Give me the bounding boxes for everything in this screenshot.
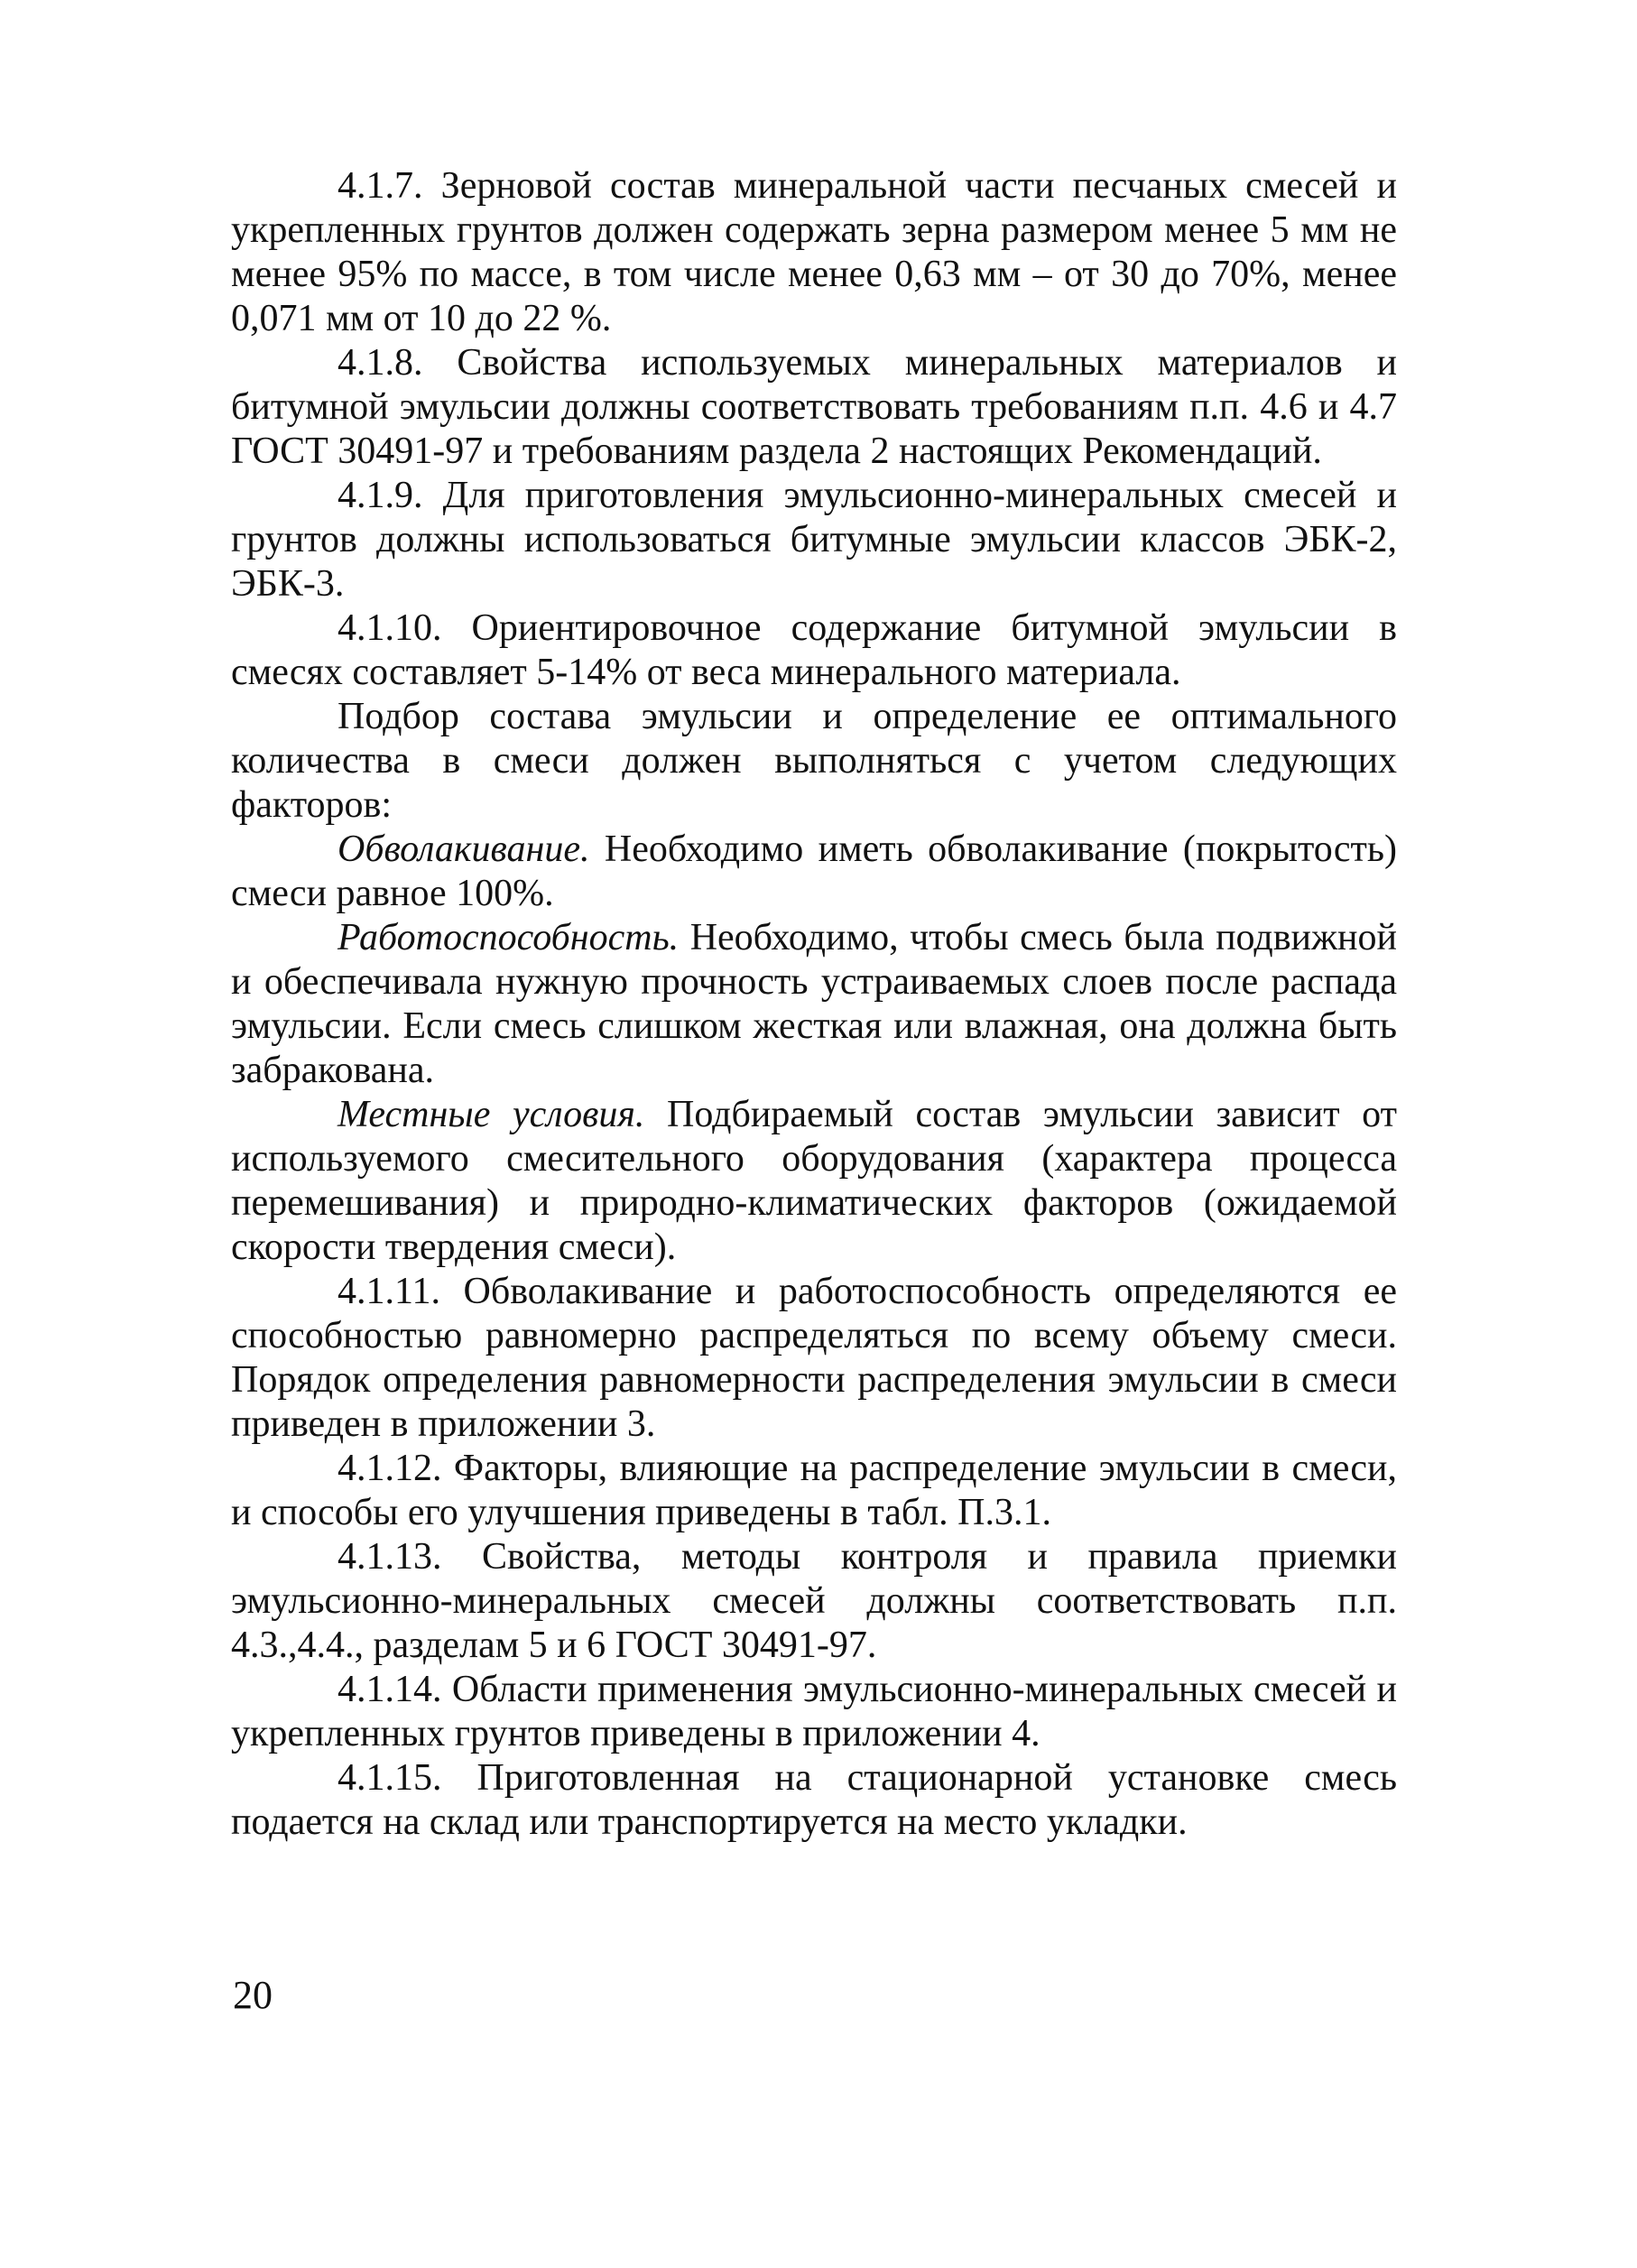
workability-text: Необходимо, чтобы смесь была подвижной и обеспечивала нужную прочность устраиваемых слоев после распада эмульсии. Если смесь слишком жесткая или влажная, она должна быть забракована. [231,917,1397,1091]
term-workability: Работоспособность. [338,917,680,958]
paragraph-4-1-13: 4.1.13. Свойства, методы контроля и правила приемки эмульсионно-минеральных смесей должны соответствовать п.п. 4.3.,4.4., разделам 5 и 6 ГОСТ 30491-97. [231,1536,1397,1666]
paragraph-4-1-7: 4.1.7. Зерновой состав минеральной части песчаных смесей и укрепленных грунтов должен содержать зерна размером менее 5 мм не менее 95% по массе, в том числе менее 0,63 мм – от 30 до 70%, менее 0,071 мм от 10 до 22 %. [231,165,1397,339]
page-number: 20 [233,1973,273,2017]
paragraph-4-1-9: 4.1.9. Для приготовления эмульсионно-минеральных смесей и грунтов должны использоваться битумные эмульсии классов ЭБК-2, ЭБК-3. [231,475,1397,605]
term-local-conditions: Местные условия. [338,1094,645,1135]
paragraph-4-1-15: 4.1.15. Приготовленная на стационарной установке смесь подается на склад или транспортируется на место укладки. [231,1757,1397,1843]
paragraph-4-1-14: 4.1.14. Области применения эмульсионно-минеральных смесей и укрепленных грунтов приведены в приложении 4. [231,1669,1397,1754]
coating-text: Необходимо иметь обволакивание (покрытость) смеси равное 100%. [231,829,1397,914]
paragraph-4-1-12: 4.1.12. Факторы, влияющие на распределение эмульсии в смеси, и способы его улучшения приведены в табл. П.3.1. [231,1448,1397,1533]
paragraph-4-1-10: 4.1.10. Ориентировочное содержание битумной эмульсии в смесях составляет 5-14% от веса минерального материала. [231,607,1397,693]
paragraph-workability [231,916,1397,1093]
paragraph-local-conditions [231,1093,1397,1270]
paragraph-selection-factors: Подбор состава эмульсии и определение ее оптимального количества в смеси должен выполняться с учетом следующих факторов: [231,696,1397,826]
body-text [231,164,1397,1845]
local-conditions-text: Подбираемый состав эмульсии зависит от используемого смесительного оборудования (характера процесса перемешивания) и природно-климатических факторов (ожидаемой скорости твердения смеси). [231,1094,1397,1268]
paragraph-4-1-11: 4.1.11. Обволакивание и работоспособность определяются ее способностью равномерно распределяться по всему объему смеси. Порядок определения равномерности распределения эмульсии в смеси приведен в приложении 3. [231,1271,1397,1445]
paragraph-coating [231,828,1397,916]
term-coating: Обволакивание. [338,829,590,870]
paragraph-4-1-8: 4.1.8. Свойства используемых минеральных материалов и битумной эмульсии должны соответствовать требованиям п.п. 4.6 и 4.7 ГОСТ 30491-97 и требованиям раздела 2 настоящих Рекомендаций. [231,342,1397,472]
